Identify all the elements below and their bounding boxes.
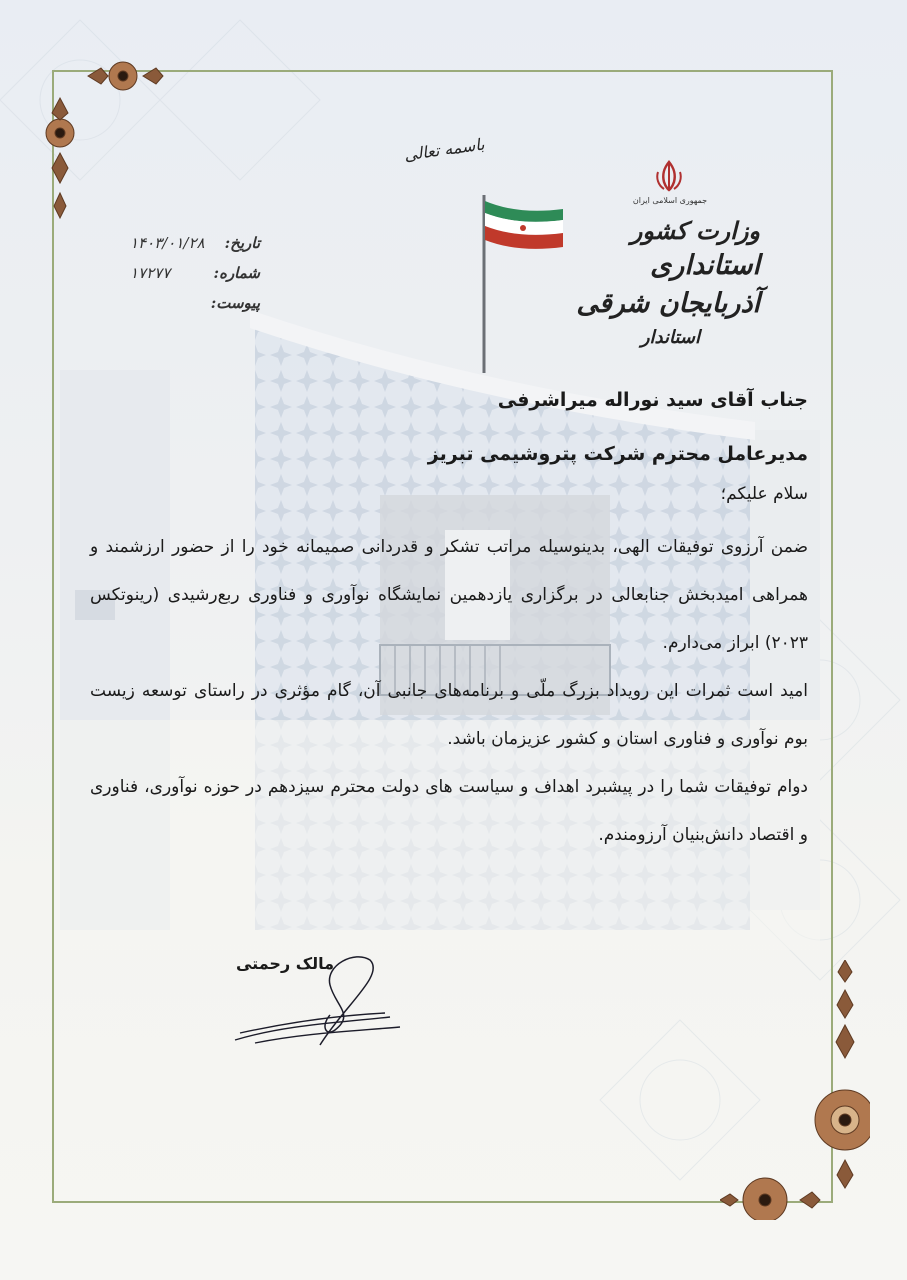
attachment-row xyxy=(130,288,260,318)
office-name: استاندار xyxy=(640,327,700,348)
governorate-name: استانداری آذربایجان شرقی xyxy=(576,250,760,319)
number-row xyxy=(130,258,260,288)
date-row xyxy=(130,228,260,258)
greeting: سلام علیکم؛ xyxy=(720,484,808,504)
recipient-name: جناب آقای سید نوراله میراشرفی xyxy=(497,389,808,411)
paragraph-3: دوام توفیقات شما را در پیشبرد اهداف و سیاست های دولت محترم سیزدهم در حوزه نوآوری، فناوری و اقتصاد دانش‌بنیان آرزومندم. xyxy=(90,777,808,845)
recipient-position: مدیرعامل محترم شرکت پتروشیمی تبریز xyxy=(427,443,808,465)
emblem-caption: جمهوری اسلامی ایران xyxy=(632,196,708,205)
paragraph-2: امید است ثمرات این رویداد بزرگ ملّی و برنامه‌های جانبی آن، گام مؤثری در راستای توسعه زیست بوم نوآوری و فناوری استان و کشور عزیزمان باشد. xyxy=(90,681,808,749)
letter-meta xyxy=(130,228,260,318)
letter-body xyxy=(90,385,808,859)
number-label: شماره: xyxy=(213,264,260,282)
number-value: ۱۷۲۷۷ xyxy=(130,264,171,282)
bismillah-heading: باسمه تعالی xyxy=(402,134,486,165)
paragraph-1: ضمن آرزوی توفیقات الهی، بدینوسیله مراتب تشکر و قدردانی صمیمانه خود را از حضور ارزشمند و همراهی امیدبخش جنابعالی در برگزاری یازدهمین نمایشگاه نوآوری و فناوری ربع‌رشیدی (رینوتکس ۲۰۲۳) ابراز می‌دارم. xyxy=(90,537,808,653)
letterhead xyxy=(560,215,760,353)
date-value: ۱۴۰۳/۰۱/۲۸ xyxy=(130,234,205,252)
attachment-label: پیوست: xyxy=(210,294,260,312)
ministry-name: وزارت کشور xyxy=(630,216,760,245)
top-left-ornament xyxy=(38,58,168,248)
date-label: تاریخ: xyxy=(224,234,260,252)
iran-emblem xyxy=(650,158,688,196)
bottom-right-ornament xyxy=(720,960,870,1220)
signer-name: مالک رحمتی xyxy=(235,954,335,973)
